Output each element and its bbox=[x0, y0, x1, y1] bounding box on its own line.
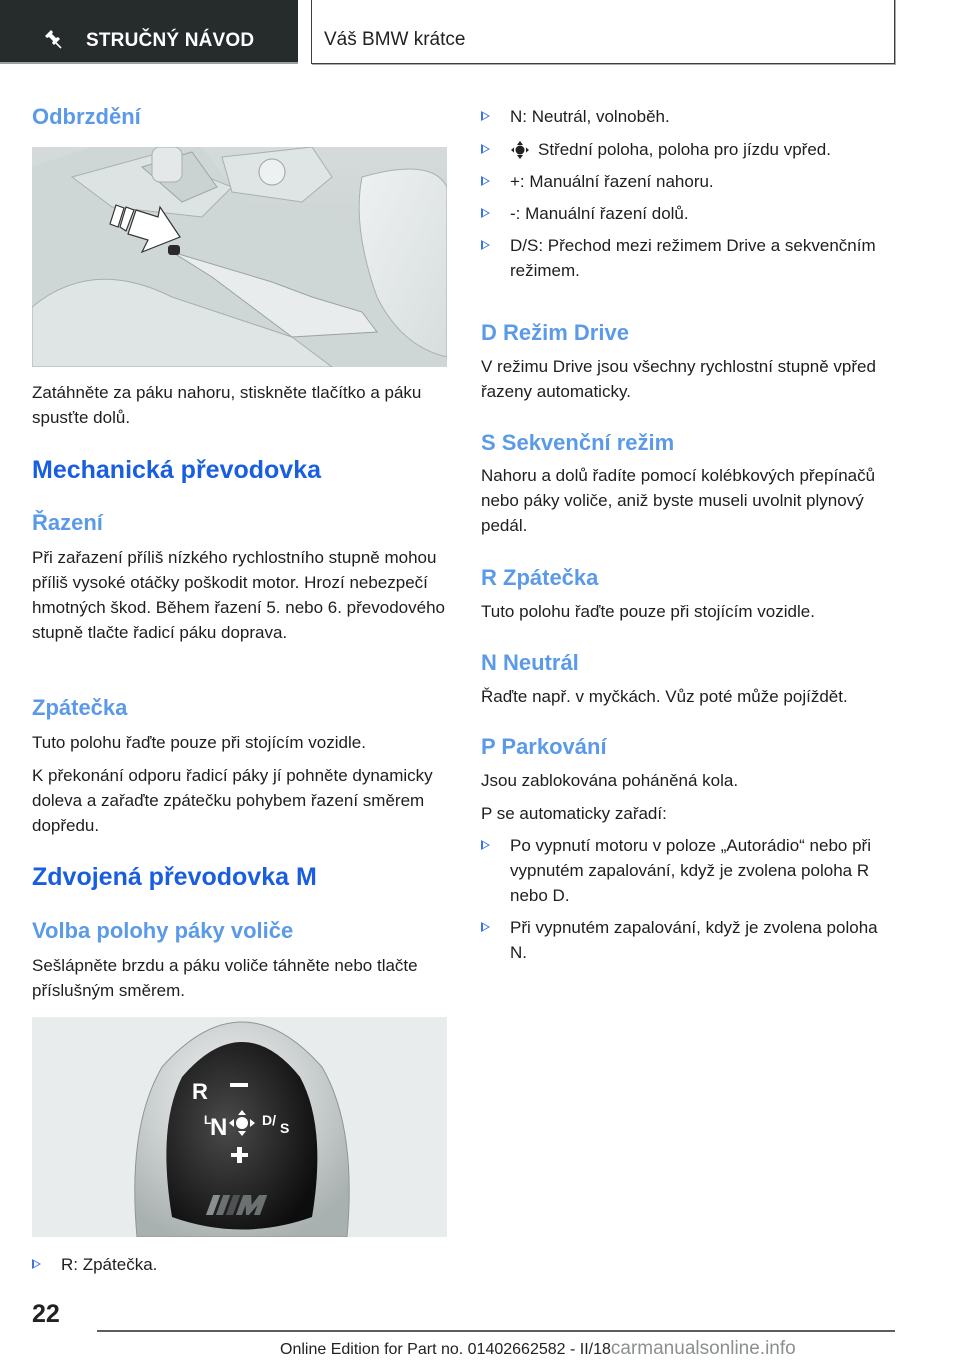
svg-text:R: R bbox=[192, 1079, 208, 1104]
pin-icon bbox=[42, 27, 64, 49]
bullet-triangle-icon bbox=[481, 208, 490, 218]
heading-volba-polohy: Volba polohy páky voliče bbox=[32, 918, 294, 943]
heading-p-parkovani: P Parkování bbox=[481, 734, 607, 759]
bullet-triangle-icon bbox=[481, 176, 490, 186]
svg-text:N: N bbox=[210, 1114, 228, 1141]
bullet-triangle-icon bbox=[481, 922, 490, 932]
gear-selector-illustration bbox=[32, 1017, 447, 1237]
bullet-triangle-icon bbox=[481, 111, 490, 121]
heading-odbrzdeni: Odbrzdění bbox=[32, 104, 141, 129]
heading-s-sekvencni-rezim: S Sekvenční režim bbox=[481, 430, 675, 455]
parking-brake-figure bbox=[32, 147, 447, 367]
paragraph: Tuto polohu řaďte pouze při stojícím vozidle. bbox=[32, 733, 366, 752]
paragraph: Jsou zablokována poháněná kola. bbox=[481, 771, 739, 790]
heading-zdvojena-prevodovka: Zdvojená převodovka M bbox=[32, 863, 317, 891]
paragraph: Sešlápněte brzdu a páku voliče táhněte nebo tlačte příslušným směrem. bbox=[32, 956, 418, 1000]
section-tab bbox=[0, 0, 298, 64]
center-position-icon bbox=[510, 140, 530, 160]
paragraph: Řaďte např. v myčkách. Vůz poté může pojíždět. bbox=[481, 687, 848, 706]
svg-text:D/: D/ bbox=[262, 1112, 276, 1128]
footer-divider bbox=[97, 1330, 895, 1332]
page-number: 22 bbox=[32, 1300, 60, 1328]
paragraph: Tuto polohu řaďte pouze při stojícím vozidle. bbox=[481, 602, 815, 621]
parking-brake-illustration bbox=[32, 147, 447, 367]
chapter-title-box bbox=[311, 0, 895, 64]
bullet-triangle-icon bbox=[481, 840, 490, 850]
section-tab-label: STRUČNÝ NÁVOD bbox=[86, 30, 255, 51]
heading-r-zpatecka: R Zpátečka bbox=[481, 565, 599, 590]
heading-mechanicka-prevodovka: Mechanická převodovka bbox=[32, 456, 322, 484]
gear-selector-figure bbox=[32, 1017, 447, 1237]
watermark: carmanualsonline.info bbox=[610, 1338, 796, 1359]
paragraph: Zatáhněte za páku nahoru, stiskněte tlačítko a páku spusťte dolů. bbox=[32, 383, 422, 427]
heading-zpatecka: Zpátečka bbox=[32, 695, 128, 720]
paragraph: V režimu Drive jsou všechny rychlostní stupně vpřed řazeny automaticky. bbox=[481, 357, 876, 401]
heading-razeni: Řazení bbox=[32, 510, 103, 535]
footer-edition: Online Edition for Part no. 01402662582 - II/18carmanualsonline.info bbox=[280, 1338, 796, 1359]
paragraph: Při zařazení příliš nízkého rychlostního stupně mohou příliš vysoké otáčky poškodit motor. Hrozí nebezpečí hmotných škod. Během řazení 5. nebo 6. převodového stupně tlačte řadicí páku doprava. bbox=[32, 548, 445, 642]
heading-n-neutral: N Neutrál bbox=[481, 650, 579, 675]
chapter-title: Váš BMW krátce bbox=[324, 29, 466, 50]
heading-d-rezim-drive: D Režim Drive bbox=[481, 320, 629, 345]
paragraph: Nahoru a dolů řadíte pomocí kolébkových přepínačů nebo páky voliče, aniž byste museli uvolnit plynový pedál. bbox=[481, 466, 876, 535]
svg-text:S: S bbox=[280, 1120, 290, 1136]
paragraph: K překonání odporu řadicí páky jí pohněte dynamicky doleva a zařaďte zpátečku pohybem řazení směrem dopředu. bbox=[32, 766, 433, 835]
bullet-triangle-icon bbox=[481, 144, 490, 154]
paragraph: P se automaticky zařadí: bbox=[481, 804, 667, 823]
svg-text:L: L bbox=[204, 1113, 212, 1127]
bullet-triangle-icon bbox=[481, 240, 490, 250]
bullet-triangle-icon bbox=[32, 1259, 41, 1269]
